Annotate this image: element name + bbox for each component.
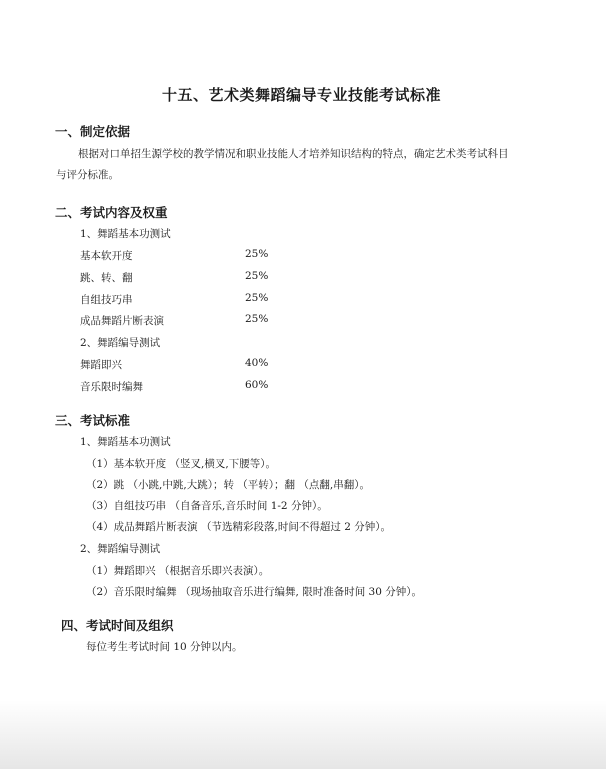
- weight-row-label: 跳、转、翻: [80, 272, 133, 284]
- section-3-group-1-title: 1、舞蹈基本功测试: [80, 436, 171, 448]
- weight-row-percent: 25%: [245, 292, 269, 304]
- section-2-group-1-title: 1、舞蹈基本功测试: [80, 228, 171, 240]
- weight-row-label: 成品舞蹈片断表演: [80, 315, 164, 327]
- section-3-heading: 三、考试标准: [55, 413, 131, 428]
- weight-row-label: 自组技巧串: [80, 294, 133, 306]
- weight-row-percent: 25%: [245, 248, 269, 260]
- section-4-paragraph: 每位考生考试时间 10 分钟以内。: [86, 641, 243, 653]
- standard-item: （2）音乐限时编舞 （现场抽取音乐进行编舞, 限时准备时间 30 分钟）。: [86, 586, 422, 598]
- standard-item: （3）自组技巧串 （自备音乐,音乐时间 1-2 分钟）。: [86, 500, 328, 512]
- weight-row-percent: 25%: [245, 313, 269, 325]
- section-1-paragraph-line-1: 根据对口单招生源学校的教学情况和职业技能人才培养知识结构的特点，确定艺术类考试科目: [78, 148, 509, 160]
- weight-row-percent: 60%: [245, 379, 269, 391]
- weight-row-percent: 25%: [245, 270, 269, 282]
- section-4-heading: 四、考试时间及组织: [61, 618, 174, 633]
- weight-row-label: 音乐限时编舞: [80, 381, 143, 393]
- section-2-group-2-title: 2、舞蹈编导测试: [80, 337, 161, 349]
- standard-item: （1）基本软开度 （竖叉,横叉,下腰等）。: [86, 458, 276, 470]
- section-3-group-2-title: 2、舞蹈编导测试: [80, 543, 161, 555]
- section-1-heading: 一、制定依据: [55, 124, 131, 139]
- weight-row-percent: 40%: [245, 357, 269, 369]
- standard-item: （1）舞蹈即兴 （根据音乐即兴表演）。: [86, 565, 270, 577]
- weight-row-label: 基本软开度: [80, 250, 133, 262]
- weight-row-label: 舞蹈即兴: [80, 359, 122, 371]
- section-2-heading: 二、考试内容及权重: [55, 205, 168, 220]
- page-bottom-shadow: [0, 700, 606, 769]
- section-1-paragraph-line-2: 与评分标准。: [56, 169, 119, 181]
- document-title: 十五、艺术类舞蹈编导专业技能考试标准: [162, 86, 442, 104]
- standard-item: （2）跳 （小跳,中跳,大跳）；转 （平转）；翻 （点翻,串翻）。: [86, 479, 370, 491]
- standard-item: （4）成品舞蹈片断表演 （节选精彩段落,时间不得超过 2 分钟）。: [86, 521, 391, 533]
